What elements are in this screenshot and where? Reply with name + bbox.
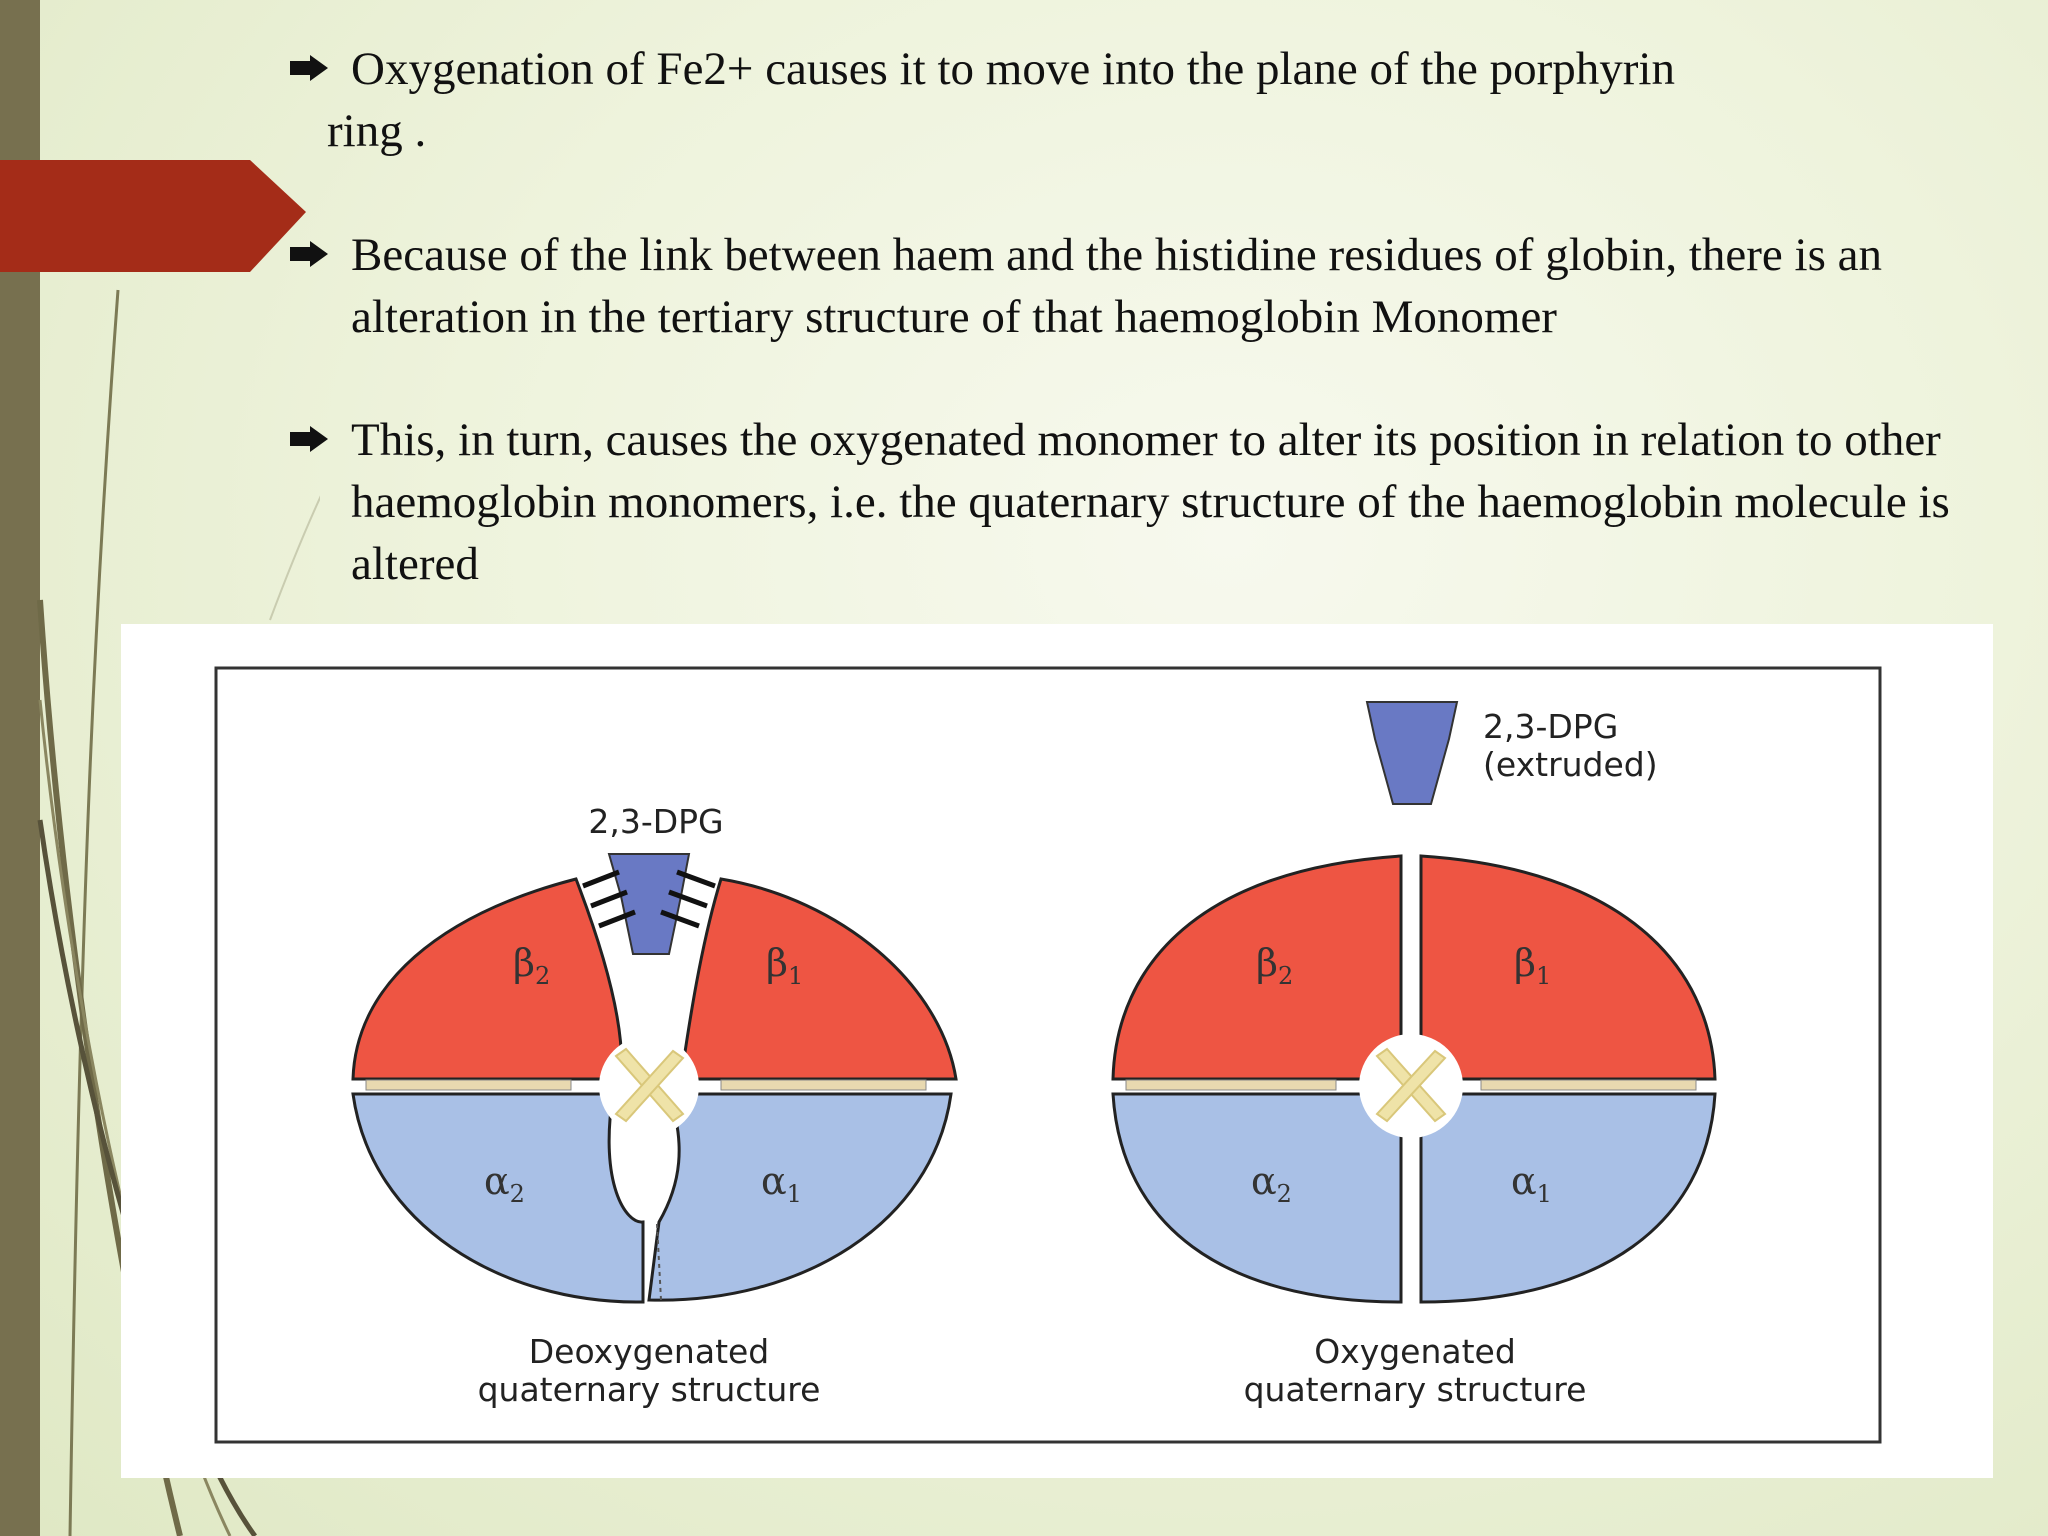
oxy-dpg-label-line1: 2,3-DPG <box>1483 707 1619 746</box>
deoxy-interface-left <box>366 1080 571 1090</box>
oxy-caption-line2: quaternary structure <box>1243 1370 1587 1409</box>
oxy-dpg-label-line2: (extruded) <box>1483 745 1658 784</box>
bullet-arrow-icon <box>288 425 330 453</box>
deoxy-dpg-label: 2,3-DPG <box>588 802 724 841</box>
bullet-item-1 <box>288 38 1675 162</box>
deoxy-interface-right <box>721 1080 926 1090</box>
haemoglobin-quaternary-figure <box>121 624 1993 1478</box>
bullet-text-line: Oxygenation of Fe2+ causes it to move into the plane of the porphyrin <box>351 43 1675 95</box>
oxy-alpha1-label: $\alpha_1$ <box>1511 1159 1552 1208</box>
deoxy-alpha2-label: $\alpha_2$ <box>484 1159 525 1208</box>
deoxy-caption-line2: quaternary structure <box>477 1370 821 1409</box>
oxy-caption-line1: Oxygenated <box>1314 1332 1516 1371</box>
red-tab-marker <box>0 160 310 272</box>
deoxy-beta2-label: $\beta_2$ <box>513 941 551 990</box>
oxy-beta2-label: $\beta_2$ <box>1256 941 1294 990</box>
bullet-item-2 <box>288 224 1988 348</box>
deoxy-alpha1-label: $\alpha_1$ <box>761 1159 802 1208</box>
bullet-text: This, in turn, causes the oxygenated monomer to alter its position in relation to other haemoglobin monomers, i.e. the quaternary structure of the haemoglobin molecule is altered <box>351 414 1950 590</box>
bullet-text-line: ring . <box>327 105 427 157</box>
deoxy-caption-line1: Deoxygenated <box>528 1332 770 1371</box>
bullet-item-3 <box>288 409 1988 595</box>
bullet-text: Because of the link between haem and the histidine residues of globin, there is an alteration in the tertiary structure of that haemoglobin Monomer <box>351 229 1882 343</box>
oxy-alpha2-label: $\alpha_2$ <box>1251 1159 1292 1208</box>
bullet-arrow-icon <box>288 54 330 82</box>
oxy-interface-right <box>1481 1080 1696 1090</box>
oxy-interface-left <box>1126 1080 1336 1090</box>
oxy-beta1-label: $\beta_1$ <box>1514 941 1552 990</box>
deoxy-beta1-label: $\beta_1$ <box>766 941 804 990</box>
bullet-arrow-icon <box>288 240 330 268</box>
